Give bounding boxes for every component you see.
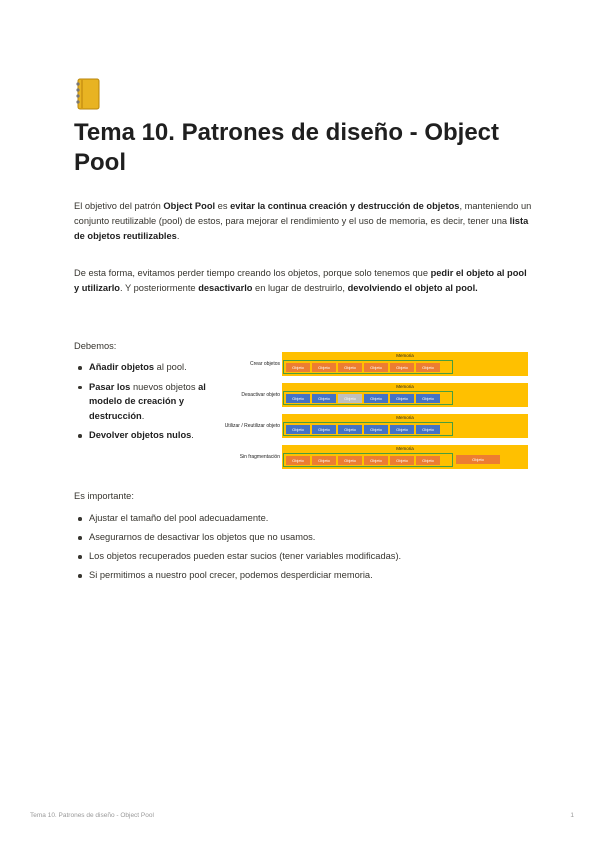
row-label: Crear objetos	[249, 361, 280, 367]
memory-block	[282, 414, 528, 438]
object-cell: Objeto	[390, 394, 414, 403]
list-item: Asegurarnos de desactivar los objetos que no usamos.	[74, 530, 534, 545]
object-cell-deactivated: Objeto	[338, 394, 362, 403]
object-cell: Objeto	[338, 425, 362, 434]
notebook-icon	[75, 78, 101, 110]
object-cell: Objeto	[364, 363, 388, 372]
object-cell: Objeto	[312, 425, 336, 434]
object-cell: Objeto	[312, 456, 336, 465]
object-cell: Objeto	[286, 456, 310, 465]
list-item: Pasar los nuevos objetos al modelo de creación y destrucción.	[74, 380, 219, 424]
object-cell: Objeto	[286, 425, 310, 434]
page-number: 1	[570, 812, 574, 819]
row-label: Desactivar objeto	[241, 392, 280, 398]
list-item: Los objetos recuperados pueden estar sucios (tener variables modificadas).	[74, 549, 534, 564]
object-cell: Objeto	[390, 363, 414, 372]
memory-block	[282, 383, 528, 407]
object-cell: Objeto	[338, 363, 362, 372]
important-list	[74, 511, 534, 587]
list-item: Si permitimos a nuestro pool crecer, podemos desperdiciar memoria.	[74, 568, 534, 583]
object-cell: Objeto	[416, 363, 440, 372]
object-cell: Objeto	[312, 363, 336, 372]
row-label: Utilizar / Reutilizar objeto	[224, 423, 280, 429]
memory-block	[282, 445, 528, 469]
pool-box	[283, 422, 453, 436]
requirements-list	[74, 360, 219, 448]
object-cell: Objeto	[338, 456, 362, 465]
debemos-label: Debemos:	[74, 341, 117, 351]
usage-paragraph: De esta forma, evitamos perder tiempo creando los objetos, porque solo tenemos que pedir el objeto al pool y utilizarlo. Y posteriormente desactivarlo en lugar de destruirlo, devolviendo el objeto al pool.	[74, 268, 527, 293]
object-cell: Objeto	[364, 394, 388, 403]
footer-title: Tema 10. Patrones de diseño - Object Pool	[30, 812, 154, 819]
diagram-row-deactivate	[224, 383, 528, 407]
list-item: Ajustar el tamaño del pool adecuadamente.	[74, 511, 534, 526]
memory-block	[282, 352, 528, 376]
object-cell: Objeto	[286, 394, 310, 403]
memory-label: Memoria	[396, 446, 414, 451]
diagram-row-no-fragmentation	[224, 445, 528, 469]
list-item: Añadir objetos al pool.	[74, 360, 219, 375]
diagram-row-reuse	[224, 414, 528, 438]
memory-label: Memoria	[396, 384, 414, 389]
page-title: Tema 10. Patrones de diseño - Object Pool	[74, 119, 500, 176]
object-cell: Objeto	[364, 456, 388, 465]
object-cell: Objeto	[390, 425, 414, 434]
importante-label: Es importante:	[74, 491, 134, 501]
intro-paragraph: El objetivo del patrón Object Pool es evitar la continua creación y destrucción de objetos, manteniendo un conjunto reutilizable (pool) de estos, para mejorar el rendimiento y el uso de memoria, es decir, tener una lista de objetos reutilizables.	[74, 201, 532, 241]
object-pool-diagram	[224, 352, 528, 470]
diagram-row-create	[224, 352, 528, 376]
list-item: Devolver objetos nulos.	[74, 428, 219, 443]
memory-label: Memoria	[396, 415, 414, 420]
object-cell: Objeto	[390, 456, 414, 465]
memory-label: Memoria	[396, 353, 414, 358]
object-cell: Objeto	[416, 456, 440, 465]
object-cell: Objeto	[364, 425, 388, 434]
object-cell-outside-pool: Objeto	[456, 455, 500, 464]
pool-box	[283, 360, 453, 374]
pool-box	[283, 453, 453, 467]
object-cell: Objeto	[416, 394, 440, 403]
pool-box	[283, 391, 453, 405]
row-label: Sin fragmentación	[239, 454, 280, 460]
object-cell: Objeto	[416, 425, 440, 434]
object-cell: Objeto	[286, 363, 310, 372]
object-cell: Objeto	[312, 394, 336, 403]
